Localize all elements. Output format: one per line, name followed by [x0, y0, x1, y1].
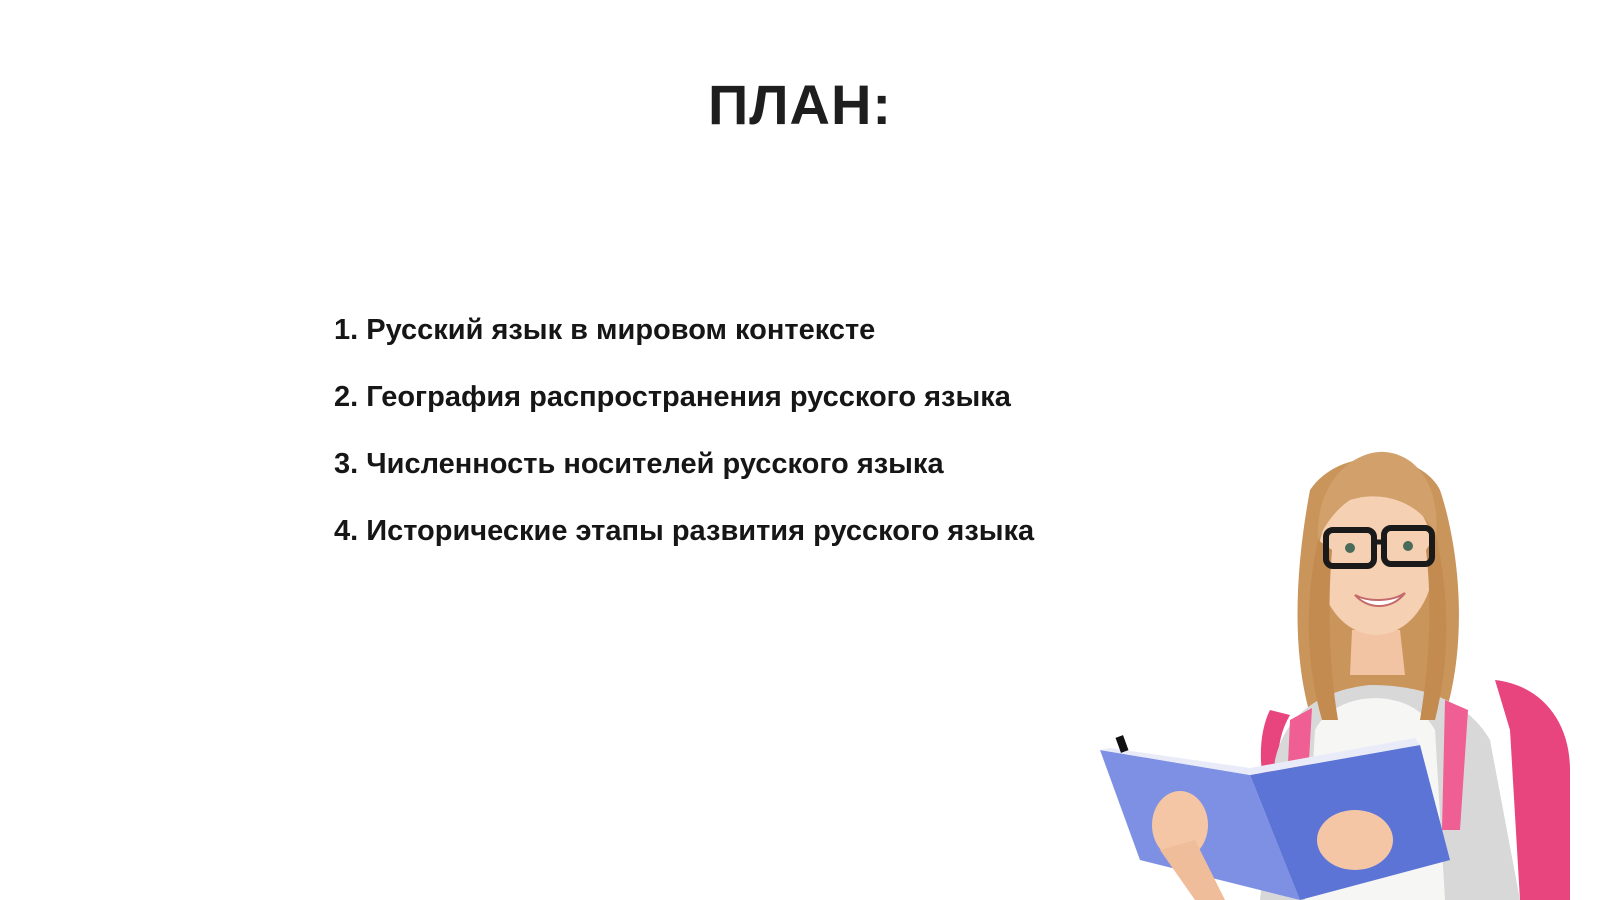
plan-item: 2. География распространения русского языка — [334, 381, 1011, 413]
plan-item: 1. Русский язык в мировом контексте — [334, 314, 876, 346]
student-girl-with-book-icon — [1100, 430, 1600, 900]
slide-title: ПЛАН: — [707, 73, 893, 136]
plan-item: 3. Численность носителей русского языка — [334, 448, 944, 480]
plan-item: 4. Исторические этапы развития русского языка — [334, 515, 1035, 547]
plan-list — [334, 312, 1034, 580]
